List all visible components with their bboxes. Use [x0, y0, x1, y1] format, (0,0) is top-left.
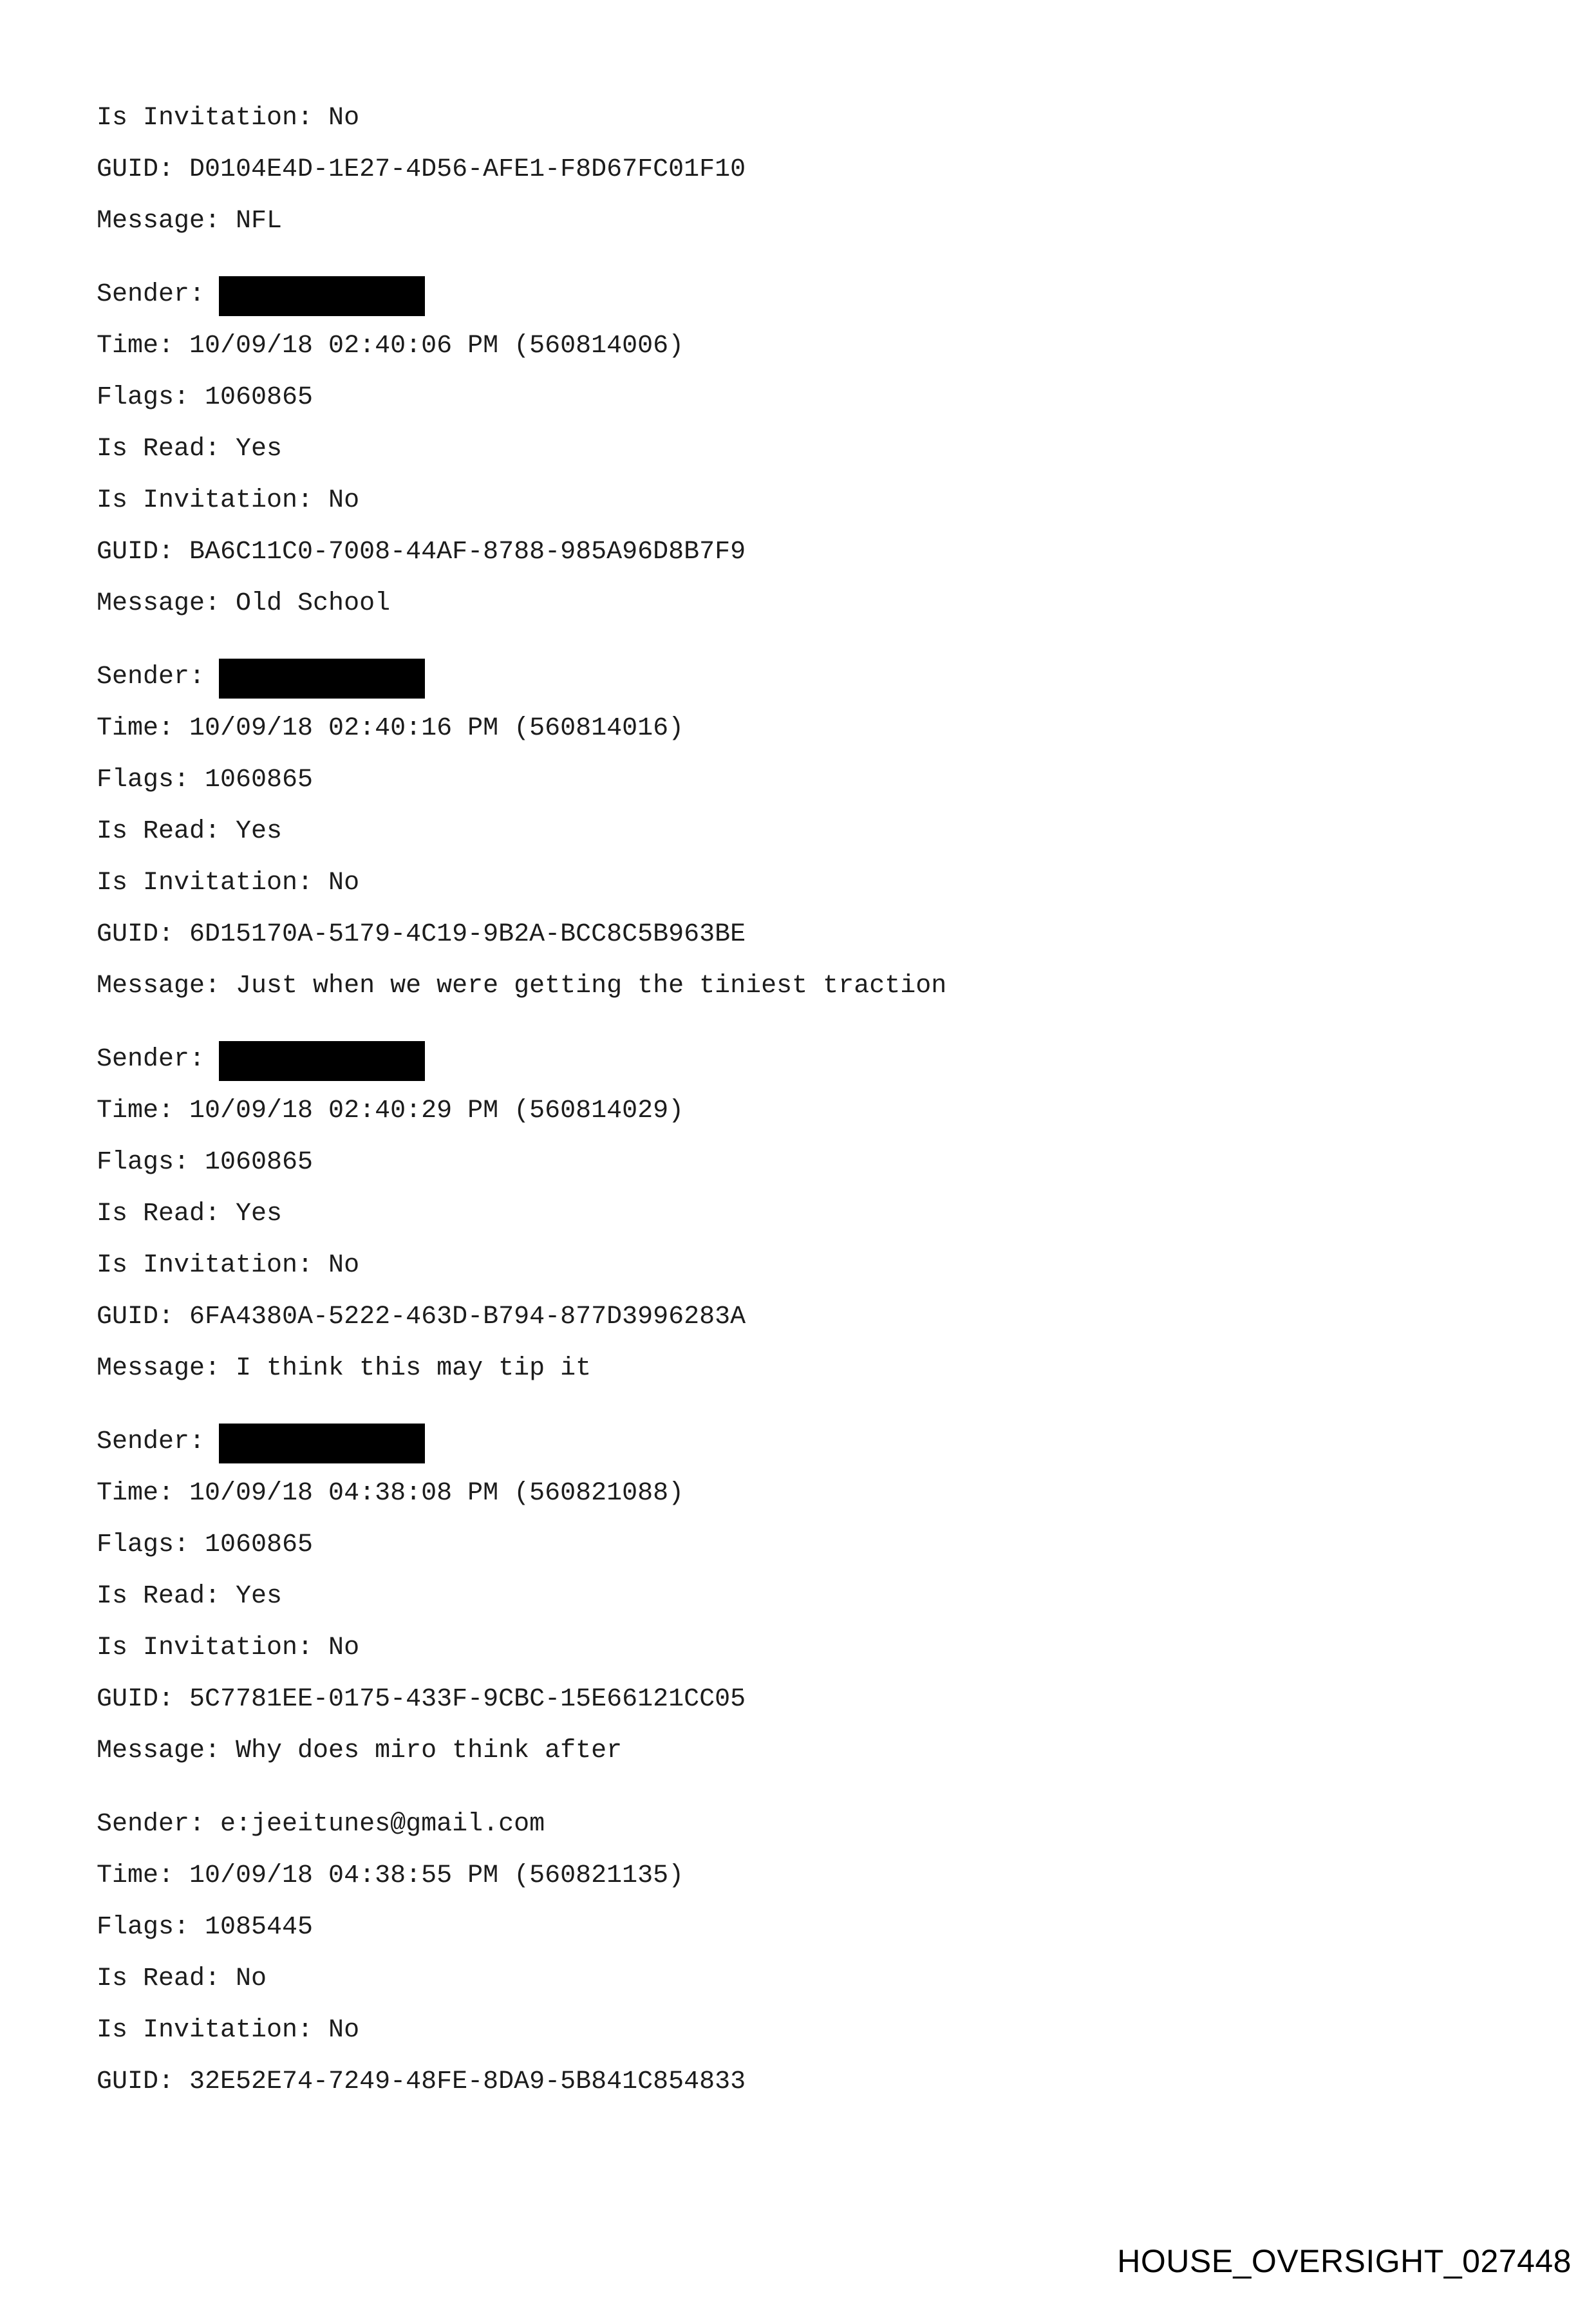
flags-line: Flags: 1085445: [97, 1913, 314, 1942]
redaction-block: [219, 659, 425, 699]
guid-line: GUID: D0104E4D-1E27-4D56-AFE1-F8D67FC01F10: [97, 155, 746, 184]
message-record-partial: [97, 103, 1513, 237]
redaction-block: [219, 276, 425, 316]
message-record: [97, 1044, 1513, 1384]
is-read-line: Is Read: Yes: [97, 435, 283, 464]
is-read-line: Is Read: No: [97, 1964, 267, 1993]
message-line: Message: Why does miro think after: [97, 1736, 623, 1765]
guid-line: GUID: 6FA4380A-5222-463D-B794-877D3996283A: [97, 1302, 746, 1331]
is-invitation-line: Is Invitation: No: [97, 2016, 360, 2045]
flags-line: Flags: 1060865: [97, 766, 314, 794]
message-record: [97, 1427, 1513, 1767]
time-line: Time: 10/09/18 02:40:29 PM (560814029): [97, 1096, 684, 1125]
message-record: [97, 662, 1513, 1002]
guid-line: GUID: BA6C11C0-7008-44AF-8788-985A96D8B7F9: [97, 538, 746, 567]
sender-line: [97, 662, 1513, 693]
message-line: Message: NFL: [97, 207, 283, 236]
sender-line: [97, 279, 1513, 310]
time-line: Time: 10/09/18 02:40:06 PM (560814006): [97, 332, 684, 361]
time-line: Time: 10/09/18 04:38:08 PM (560821088): [97, 1479, 684, 1508]
is-invitation-line: Is Invitation: No: [97, 1633, 360, 1662]
is-invitation-line: Is Invitation: No: [97, 486, 360, 515]
flags-line: Flags: 1060865: [97, 383, 314, 412]
message-record: [97, 279, 1513, 619]
is-invitation-line: Is Invitation: No: [97, 104, 360, 133]
sender-line: Sender: e:jeeitunes@gmail.com: [97, 1810, 545, 1839]
sender-label: Sender:: [97, 1045, 205, 1074]
is-invitation-line: Is Invitation: No: [97, 869, 360, 898]
sender-line: [97, 1427, 1513, 1458]
redaction-block: [219, 1424, 425, 1463]
guid-line: GUID: 5C7781EE-0175-433F-9CBC-15E66121CC05: [97, 1685, 746, 1714]
is-invitation-line: Is Invitation: No: [97, 1251, 360, 1280]
sender-label: Sender:: [97, 1427, 205, 1456]
message-record: [97, 1809, 1513, 2098]
is-read-line: Is Read: Yes: [97, 1199, 283, 1228]
sender-line: [97, 1044, 1513, 1075]
flags-line: Flags: 1060865: [97, 1530, 314, 1559]
guid-line: GUID: 6D15170A-5179-4C19-9B2A-BCC8C5B963BE: [97, 920, 746, 949]
message-line: Message: I think this may tip it: [97, 1354, 592, 1383]
guid-line: GUID: 32E52E74-7249-48FE-8DA9-5B841C854833: [97, 2067, 746, 2096]
message-line: Message: Old School: [97, 589, 391, 618]
time-line: Time: 10/09/18 02:40:16 PM (560814016): [97, 714, 684, 743]
message-line: Message: Just when we were getting the tiniest traction: [97, 972, 947, 1001]
sender-label: Sender:: [97, 663, 205, 691]
redaction-block: [219, 1041, 425, 1081]
is-read-line: Is Read: Yes: [97, 1582, 283, 1611]
document-body: [97, 103, 1513, 2118]
bates-number: HOUSE_OVERSIGHT_027448: [1117, 2243, 1572, 2279]
is-read-line: Is Read: Yes: [97, 817, 283, 846]
flags-line: Flags: 1060865: [97, 1148, 314, 1177]
time-line: Time: 10/09/18 04:38:55 PM (560821135): [97, 1861, 684, 1890]
sender-label: Sender:: [97, 280, 205, 309]
